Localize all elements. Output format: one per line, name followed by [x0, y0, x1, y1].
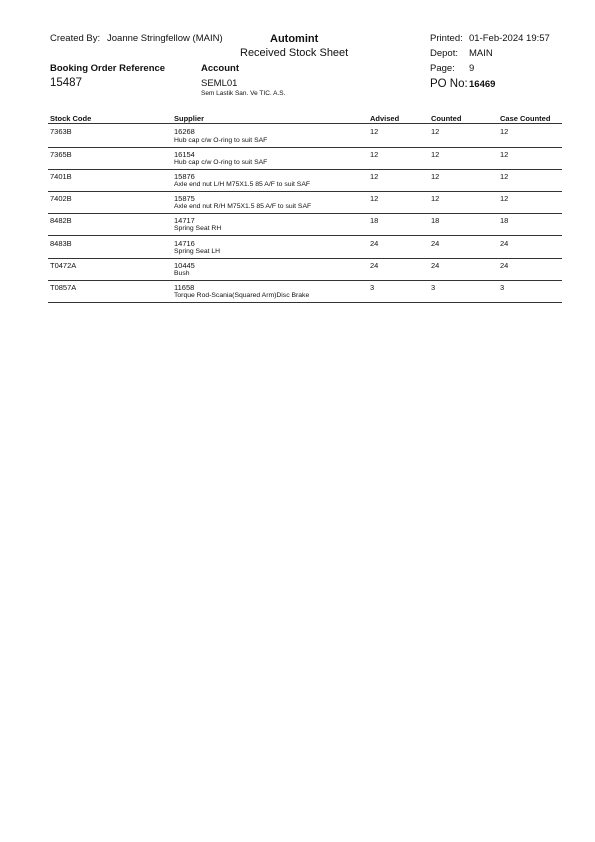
counted-cell: 24	[431, 261, 440, 270]
col-counted: Counted	[431, 114, 462, 123]
stock-code-cell: 7365B	[50, 150, 72, 159]
case-counted-cell: 12	[500, 194, 509, 203]
company-name: Automint	[270, 33, 319, 45]
case-counted-cell: 24	[500, 239, 509, 248]
advised-cell: 24	[370, 261, 379, 270]
account-code: SEML01	[201, 78, 238, 89]
supplier-code-cell: 14716	[174, 239, 195, 248]
counted-cell: 12	[431, 194, 440, 203]
advised-cell: 18	[370, 216, 379, 225]
col-case-counted: Case Counted	[500, 114, 551, 123]
case-counted-cell: 12	[500, 127, 509, 136]
counted-cell: 3	[431, 283, 436, 292]
printed-value: 01-Feb-2024 19:57	[469, 33, 550, 44]
row-rule	[48, 191, 562, 192]
description-cell: Bush	[174, 270, 190, 277]
booking-ref-value: 15487	[50, 77, 82, 89]
created-by-value: Joanne Stringfellow (MAIN)	[107, 33, 223, 44]
description-cell: Hub cap c/w O-ring to suit SAF	[174, 159, 268, 166]
case-counted-cell: 3	[500, 283, 505, 292]
po-label: PO No:	[430, 78, 468, 90]
row-rule	[48, 280, 562, 281]
col-stock-code: Stock Code	[50, 114, 92, 123]
col-supplier: Supplier	[174, 114, 205, 123]
supplier-code-cell: 16268	[174, 127, 195, 136]
counted-cell: 18	[431, 216, 440, 225]
report-title: Received Stock Sheet	[240, 47, 349, 59]
supplier-code-cell: 15875	[174, 194, 195, 203]
printed-label: Printed:	[430, 33, 463, 44]
supplier-code-cell: 16154	[174, 150, 195, 159]
supplier-code-cell: 11658	[174, 283, 195, 292]
stock-code-cell: 7401B	[50, 172, 72, 181]
advised-cell: 12	[370, 194, 379, 203]
stock-code-cell: T0472A	[50, 261, 77, 270]
row-rule	[48, 147, 562, 148]
advised-cell: 12	[370, 172, 379, 181]
stock-code-cell: 7402B	[50, 194, 72, 203]
counted-cell: 12	[431, 127, 440, 136]
counted-cell: 24	[431, 239, 440, 248]
advised-cell: 12	[370, 150, 379, 159]
advised-cell: 12	[370, 127, 379, 136]
advised-cell: 24	[370, 239, 379, 248]
depot-label: Depot:	[430, 48, 458, 59]
header-rule	[48, 123, 562, 124]
created-by-label: Created By:	[50, 33, 101, 44]
counted-cell: 12	[431, 150, 440, 159]
description-cell: Axle end nut L/H M75X1.5 85 A/F to suit SAF	[174, 181, 311, 188]
row-rule	[48, 258, 562, 259]
stock-code-cell: 7363B	[50, 127, 72, 136]
row-rule	[48, 235, 562, 236]
advised-cell: 3	[370, 283, 375, 292]
case-counted-cell: 18	[500, 216, 509, 225]
page-label: Page:	[430, 63, 455, 74]
row-rule	[48, 213, 562, 214]
description-cell: Axle end nut R/H M75X1.5 85 A/F to suit SAF	[174, 203, 312, 210]
description-cell: Hub cap c/w O-ring to suit SAF	[174, 137, 268, 144]
account-name: Sem Lastik San. Ve TIC. A.S.	[201, 90, 286, 97]
stock-code-cell: T0857A	[50, 283, 77, 292]
depot-value: MAIN	[469, 48, 493, 59]
supplier-code-cell: 14717	[174, 216, 195, 225]
page-value: 9	[469, 63, 475, 74]
po-value: 16469	[469, 79, 496, 90]
supplier-code-cell: 10445	[174, 261, 195, 270]
case-counted-cell: 24	[500, 261, 509, 270]
booking-ref-label: Booking Order Reference	[50, 63, 166, 74]
description-cell: Spring Seat RH	[174, 225, 222, 232]
account-label: Account	[201, 63, 239, 74]
row-rule	[48, 302, 562, 303]
counted-cell: 12	[431, 172, 440, 181]
row-rule	[48, 169, 562, 170]
case-counted-cell: 12	[500, 172, 509, 181]
col-advised: Advised	[370, 114, 400, 123]
stock-code-cell: 8483B	[50, 239, 72, 248]
description-cell: Torque Rod-Scania(Squared Arm)Disc Brake	[174, 292, 310, 299]
description-cell: Spring Seat LH	[174, 248, 221, 255]
supplier-code-cell: 15876	[174, 172, 195, 181]
stock-code-cell: 8482B	[50, 216, 72, 225]
case-counted-cell: 12	[500, 150, 509, 159]
